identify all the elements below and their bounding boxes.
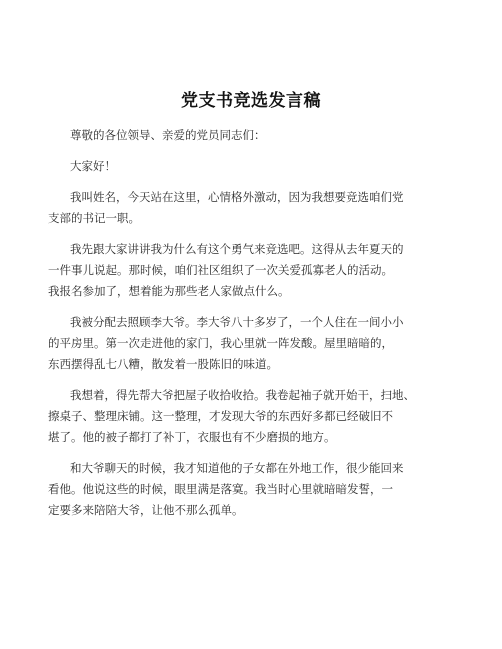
paragraph-line: 支部的书记一职。 (48, 211, 140, 225)
paragraph-line: 看他。他说这些的时候，眼里满是落寞。我当时心里就暗暗发誓，一 (48, 482, 393, 496)
paragraph-reason (48, 239, 454, 302)
paragraph-line: 东西摆得乱七八糟，散发着一股陈旧的味道。 (48, 357, 278, 371)
paragraph-line: 我叫姓名，今天站在这里，心情格外激动，因为我想要竞选咱们党 (70, 190, 404, 204)
paragraph-chat (48, 458, 454, 521)
paragraph-line: 和大爷聊天的时候，我才知道他的子女都在外地工作，很少能回来 (70, 461, 404, 475)
paragraph-line: 大家好！ (70, 159, 116, 173)
paragraph-line: 我被分配去照顾李大爷。李大爷八十多岁了，一个人住在一间小小 (70, 315, 404, 329)
page-title: 党支书竞选发言稿 (181, 91, 321, 111)
paragraph-line: 尊敬的各位领导、亲爱的党员同志们： (70, 128, 266, 142)
paragraph-line: 我报名参加了，想着能为那些老人家做点什么。 (48, 284, 290, 298)
paragraph-line: 我先跟大家讲讲我为什么有这个勇气来竞选吧。这得从去年夏天的 (70, 242, 404, 256)
paragraph-line: 我想着，得先帮大爷把屋子收拾收拾。我卷起袖子就开始干，扫地、 (70, 388, 415, 402)
paragraph-line: 的平房里。第一次走进他的家门，我心里就一阵发酸。屋里暗暗的， (48, 336, 393, 350)
paragraph-assignment (48, 312, 454, 375)
paragraph-line: 堪了。他的被子都打了补丁，衣服也有不少磨损的地方。 (48, 430, 336, 444)
greeting (48, 156, 454, 177)
paragraph-line: 擦桌子、整理床铺。这一整理，才发现大爷的东西好多都已经破旧不 (48, 409, 393, 423)
paragraph-line: 定要多来陪陪大爷，让他不那么孤单。 (48, 503, 244, 517)
salutation (48, 125, 454, 146)
paragraph-intro (48, 187, 454, 229)
paragraph-line: 一件事儿说起。那时候，咱们社区组织了一次关爱孤寡老人的活动。 (48, 263, 393, 277)
paragraph-cleaning (48, 385, 454, 448)
